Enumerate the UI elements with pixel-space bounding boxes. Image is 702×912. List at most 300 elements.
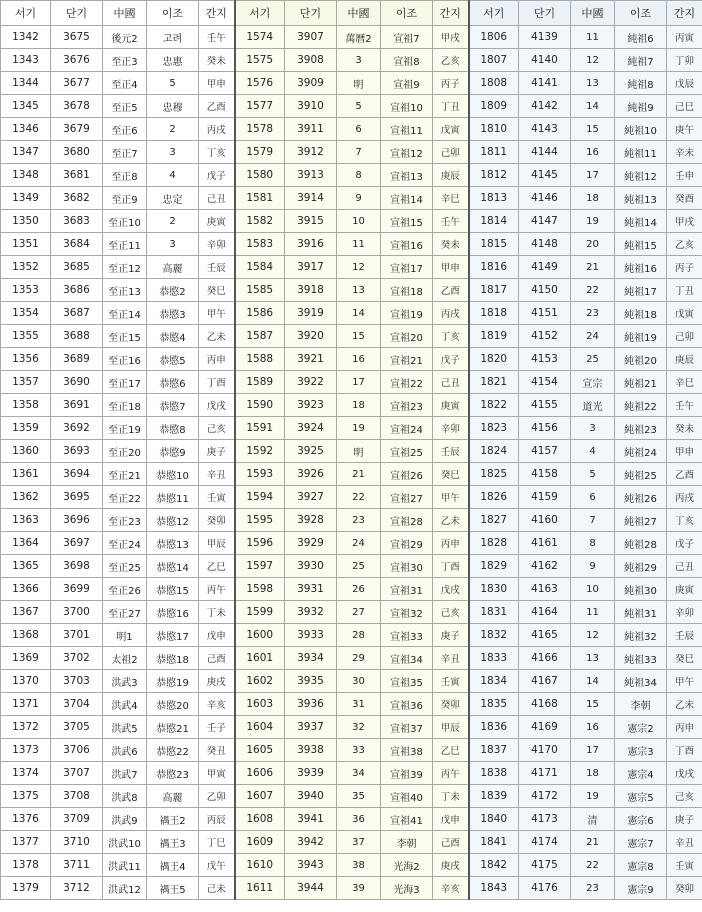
cell-western-year: 1588 <box>235 348 285 371</box>
cell-ganji: 己卯 <box>667 325 702 348</box>
cell-joseon-reign: 恭愍11 <box>147 486 199 509</box>
cell-china-era: 11 <box>337 233 381 256</box>
cell-joseon-reign: 宣祖10 <box>381 95 433 118</box>
cell-joseon-reign: 宣祖33 <box>381 624 433 647</box>
cell-china-era: 5 <box>337 95 381 118</box>
cell-joseon-reign: 純祖10 <box>615 118 667 141</box>
cell-ganji: 丙申 <box>667 716 702 739</box>
cell-dangi-year: 3912 <box>285 141 337 164</box>
cell-joseon-reign: 忠惠 <box>147 49 199 72</box>
cell-china-era: 13 <box>571 72 615 95</box>
cell-western-year: 1359 <box>1 417 51 440</box>
cell-western-year: 1607 <box>235 785 285 808</box>
cell-china-era: 6 <box>571 486 615 509</box>
cell-china-era: 24 <box>571 325 615 348</box>
table-row <box>1 854 702 877</box>
cell-western-year: 1344 <box>1 72 51 95</box>
cell-china-era: 道光 <box>571 394 615 417</box>
cell-dangi-year: 3677 <box>51 72 103 95</box>
cell-joseon-reign: 純祖13 <box>615 187 667 210</box>
cell-china-era: 14 <box>337 302 381 325</box>
cell-dangi-year: 3703 <box>51 670 103 693</box>
cell-ganji: 癸卯 <box>199 509 235 532</box>
cell-western-year: 1810 <box>469 118 519 141</box>
cell-joseon-reign: 宣祖38 <box>381 739 433 762</box>
cell-ganji: 己酉 <box>433 831 469 854</box>
cell-china-era: 至正24 <box>103 532 147 555</box>
cell-joseon-reign: 宣祖20 <box>381 325 433 348</box>
cell-ganji: 壬辰 <box>433 440 469 463</box>
cell-ganji: 丙申 <box>199 348 235 371</box>
cell-ganji: 癸卯 <box>667 877 702 900</box>
cell-dangi-year: 3929 <box>285 532 337 555</box>
cell-china-era: 10 <box>337 210 381 233</box>
cell-dangi-year: 3697 <box>51 532 103 555</box>
cell-joseon-reign: 恭愍13 <box>147 532 199 555</box>
cell-western-year: 1821 <box>469 371 519 394</box>
cell-dangi-year: 4173 <box>519 808 571 831</box>
cell-western-year: 1354 <box>1 302 51 325</box>
cell-western-year: 1370 <box>1 670 51 693</box>
cell-dangi-year: 4175 <box>519 854 571 877</box>
cell-dangi-year: 3680 <box>51 141 103 164</box>
cell-dangi-year: 3921 <box>285 348 337 371</box>
cell-china-era: 洪武7 <box>103 762 147 785</box>
cell-ganji: 辛卯 <box>667 601 702 624</box>
cell-ganji: 辛丑 <box>667 831 702 854</box>
cell-joseon-reign: 純祖25 <box>615 463 667 486</box>
cell-ganji: 丁酉 <box>199 371 235 394</box>
cell-china-era: 39 <box>337 877 381 900</box>
cell-dangi-year: 3925 <box>285 440 337 463</box>
table-row <box>1 72 702 95</box>
table-row <box>1 624 702 647</box>
cell-ganji: 戊戌 <box>667 762 702 785</box>
cell-western-year: 1812 <box>469 164 519 187</box>
cell-western-year: 1841 <box>469 831 519 854</box>
cell-dangi-year: 3707 <box>51 762 103 785</box>
cell-joseon-reign: 純祖18 <box>615 302 667 325</box>
cell-dangi-year: 3930 <box>285 555 337 578</box>
cell-western-year: 1371 <box>1 693 51 716</box>
cell-ganji: 甲申 <box>433 256 469 279</box>
cell-joseon-reign: 禑王4 <box>147 854 199 877</box>
cell-ganji: 丙辰 <box>199 808 235 831</box>
cell-western-year: 1365 <box>1 555 51 578</box>
cell-ganji: 壬寅 <box>667 854 702 877</box>
cell-ganji: 丙寅 <box>667 26 702 49</box>
cell-western-year: 1358 <box>1 394 51 417</box>
cell-china-era: 宣宗 <box>571 371 615 394</box>
cell-dangi-year: 3686 <box>51 279 103 302</box>
cell-western-year: 1825 <box>469 463 519 486</box>
cell-western-year: 1593 <box>235 463 285 486</box>
cell-ganji: 甲午 <box>667 670 702 693</box>
table-row <box>1 118 702 141</box>
cell-dangi-year: 4164 <box>519 601 571 624</box>
cell-joseon-reign: 宣祖40 <box>381 785 433 808</box>
cell-china-era: 12 <box>337 256 381 279</box>
cell-joseon-reign: 宣祖16 <box>381 233 433 256</box>
cell-ganji: 丁卯 <box>667 49 702 72</box>
cell-ganji: 癸丑 <box>199 739 235 762</box>
cell-ganji: 丙申 <box>433 532 469 555</box>
cell-china-era: 3 <box>571 417 615 440</box>
cell-dangi-year: 4169 <box>519 716 571 739</box>
cell-western-year: 1831 <box>469 601 519 624</box>
cell-ganji: 辛丑 <box>199 463 235 486</box>
cell-dangi-year: 3938 <box>285 739 337 762</box>
cell-dangi-year: 4172 <box>519 785 571 808</box>
cell-joseon-reign: 純祖12 <box>615 164 667 187</box>
cell-ganji: 庚戌 <box>199 670 235 693</box>
cell-western-year: 1582 <box>235 210 285 233</box>
cell-china-era: 至正10 <box>103 210 147 233</box>
cell-joseon-reign: 宣祖11 <box>381 118 433 141</box>
header-dangi-year: 단기 <box>519 1 571 26</box>
cell-ganji: 庚寅 <box>667 578 702 601</box>
cell-dangi-year: 4163 <box>519 578 571 601</box>
cell-western-year: 1829 <box>469 555 519 578</box>
cell-dangi-year: 3937 <box>285 716 337 739</box>
cell-china-era: 23 <box>571 302 615 325</box>
table-row <box>1 233 702 256</box>
cell-western-year: 1574 <box>235 26 285 49</box>
cell-dangi-year: 3702 <box>51 647 103 670</box>
cell-western-year: 1356 <box>1 348 51 371</box>
cell-joseon-reign: 禑王2 <box>147 808 199 831</box>
table-row <box>1 486 702 509</box>
cell-joseon-reign: 宣祖23 <box>381 394 433 417</box>
cell-dangi-year: 3710 <box>51 831 103 854</box>
cell-joseon-reign: 宣祖27 <box>381 486 433 509</box>
cell-western-year: 1843 <box>469 877 519 900</box>
cell-western-year: 1373 <box>1 739 51 762</box>
cell-joseon-reign: 宣祖21 <box>381 348 433 371</box>
cell-dangi-year: 3687 <box>51 302 103 325</box>
cell-china-era: 至正19 <box>103 417 147 440</box>
cell-western-year: 1839 <box>469 785 519 808</box>
cell-joseon-reign: 忠定 <box>147 187 199 210</box>
cell-dangi-year: 3907 <box>285 26 337 49</box>
cell-ganji: 乙卯 <box>199 785 235 808</box>
cell-western-year: 1352 <box>1 256 51 279</box>
cell-dangi-year: 3685 <box>51 256 103 279</box>
cell-western-year: 1576 <box>235 72 285 95</box>
cell-china-era: 洪武12 <box>103 877 147 900</box>
cell-western-year: 1807 <box>469 49 519 72</box>
cell-ganji: 乙未 <box>433 509 469 532</box>
cell-joseon-reign: 宣祖9 <box>381 72 433 95</box>
cell-dangi-year: 4142 <box>519 95 571 118</box>
cell-joseon-reign: 宣祖14 <box>381 187 433 210</box>
cell-dangi-year: 3693 <box>51 440 103 463</box>
cell-ganji: 壬辰 <box>199 256 235 279</box>
cell-china-era: 洪武9 <box>103 808 147 831</box>
cell-dangi-year: 4143 <box>519 118 571 141</box>
cell-joseon-reign: 宣祖26 <box>381 463 433 486</box>
table-row <box>1 785 702 808</box>
cell-joseon-reign: 純祖29 <box>615 555 667 578</box>
cell-western-year: 1349 <box>1 187 51 210</box>
cell-china-era: 至正18 <box>103 394 147 417</box>
cell-ganji: 壬子 <box>199 716 235 739</box>
cell-china-era: 30 <box>337 670 381 693</box>
cell-joseon-reign: 4 <box>147 164 199 187</box>
header-joseon-reign: 이조 <box>147 1 199 26</box>
table-row <box>1 394 702 417</box>
table-row <box>1 578 702 601</box>
cell-dangi-year: 4161 <box>519 532 571 555</box>
cell-joseon-reign: 宣祖30 <box>381 555 433 578</box>
cell-joseon-reign: 恭愍16 <box>147 601 199 624</box>
table-row <box>1 532 702 555</box>
cell-dangi-year: 3908 <box>285 49 337 72</box>
cell-western-year: 1817 <box>469 279 519 302</box>
cell-ganji: 辛未 <box>667 141 702 164</box>
table-row <box>1 256 702 279</box>
cell-dangi-year: 4139 <box>519 26 571 49</box>
cell-western-year: 1585 <box>235 279 285 302</box>
cell-dangi-year: 4160 <box>519 509 571 532</box>
cell-ganji: 戊戌 <box>433 578 469 601</box>
cell-ganji: 戊申 <box>199 624 235 647</box>
cell-dangi-year: 4157 <box>519 440 571 463</box>
cell-ganji: 丁未 <box>199 601 235 624</box>
cell-china-era: 至正5 <box>103 95 147 118</box>
cell-western-year: 1351 <box>1 233 51 256</box>
cell-ganji: 甲午 <box>433 486 469 509</box>
cell-ganji: 乙巳 <box>199 555 235 578</box>
table-row <box>1 762 702 785</box>
cell-joseon-reign: 宣祖19 <box>381 302 433 325</box>
cell-ganji: 辛巳 <box>667 371 702 394</box>
cell-joseon-reign: 恭愍17 <box>147 624 199 647</box>
header-ganji: 간지 <box>199 1 235 26</box>
cell-western-year: 1833 <box>469 647 519 670</box>
cell-dangi-year: 3941 <box>285 808 337 831</box>
cell-china-era: 26 <box>337 578 381 601</box>
cell-dangi-year: 3701 <box>51 624 103 647</box>
cell-western-year: 1598 <box>235 578 285 601</box>
cell-ganji: 庚子 <box>199 440 235 463</box>
cell-dangi-year: 4153 <box>519 348 571 371</box>
cell-china-era: 23 <box>337 509 381 532</box>
cell-joseon-reign: 純祖9 <box>615 95 667 118</box>
cell-china-era: 9 <box>337 187 381 210</box>
cell-dangi-year: 3681 <box>51 164 103 187</box>
cell-dangi-year: 3712 <box>51 877 103 900</box>
cell-ganji: 戊辰 <box>667 72 702 95</box>
cell-ganji: 乙亥 <box>433 49 469 72</box>
cell-ganji: 辛丑 <box>433 647 469 670</box>
cell-china-era: 16 <box>571 716 615 739</box>
cell-joseon-reign: 光海3 <box>381 877 433 900</box>
table-row <box>1 325 702 348</box>
cell-joseon-reign: 純祖20 <box>615 348 667 371</box>
header-ganji: 간지 <box>667 1 702 26</box>
cell-joseon-reign: 恭愍6 <box>147 371 199 394</box>
table-row <box>1 302 702 325</box>
cell-china-era: 22 <box>571 854 615 877</box>
cell-joseon-reign: 宣祖29 <box>381 532 433 555</box>
cell-joseon-reign: 憲宗6 <box>615 808 667 831</box>
cell-ganji: 己卯 <box>433 141 469 164</box>
cell-ganji: 甲戌 <box>667 210 702 233</box>
cell-ganji: 戊子 <box>667 532 702 555</box>
cell-ganji: 丁酉 <box>433 555 469 578</box>
cell-china-era: 3 <box>337 49 381 72</box>
cell-joseon-reign: 恭愍7 <box>147 394 199 417</box>
cell-joseon-reign: 純祖26 <box>615 486 667 509</box>
cell-ganji: 辛卯 <box>433 417 469 440</box>
cell-ganji: 庚戌 <box>433 854 469 877</box>
cell-china-era: 洪武10 <box>103 831 147 854</box>
cell-dangi-year: 3917 <box>285 256 337 279</box>
cell-joseon-reign: 宣祖36 <box>381 693 433 716</box>
cell-china-era: 萬曆2 <box>337 26 381 49</box>
cell-dangi-year: 4151 <box>519 302 571 325</box>
cell-dangi-year: 4140 <box>519 49 571 72</box>
cell-ganji: 戊戌 <box>199 394 235 417</box>
table-row <box>1 49 702 72</box>
cell-joseon-reign: 恭愍12 <box>147 509 199 532</box>
cell-dangi-year: 3679 <box>51 118 103 141</box>
cell-western-year: 1369 <box>1 647 51 670</box>
cell-dangi-year: 3691 <box>51 394 103 417</box>
cell-dangi-year: 4170 <box>519 739 571 762</box>
cell-joseon-reign: 憲宗4 <box>615 762 667 785</box>
cell-joseon-reign: 恭愍14 <box>147 555 199 578</box>
cell-joseon-reign: 恭愍23 <box>147 762 199 785</box>
header-china-era: 中國 <box>103 1 147 26</box>
cell-dangi-year: 4152 <box>519 325 571 348</box>
cell-china-era: 22 <box>571 279 615 302</box>
cell-joseon-reign: 宣祖7 <box>381 26 433 49</box>
cell-china-era: 24 <box>337 532 381 555</box>
cell-china-era: 14 <box>571 95 615 118</box>
cell-china-era: 洪武6 <box>103 739 147 762</box>
cell-china-era: 至正21 <box>103 463 147 486</box>
cell-dangi-year: 4159 <box>519 486 571 509</box>
cell-china-era: 25 <box>337 555 381 578</box>
cell-joseon-reign: 純祖15 <box>615 233 667 256</box>
cell-ganji: 庚辰 <box>667 348 702 371</box>
cell-dangi-year: 3932 <box>285 601 337 624</box>
cell-china-era: 太祖2 <box>103 647 147 670</box>
cell-joseon-reign: 恭愍8 <box>147 417 199 440</box>
cell-china-era: 21 <box>337 463 381 486</box>
cell-ganji: 戊申 <box>433 808 469 831</box>
cell-dangi-year: 3699 <box>51 578 103 601</box>
cell-dangi-year: 3924 <box>285 417 337 440</box>
cell-joseon-reign: 光海2 <box>381 854 433 877</box>
cell-china-era: 後元2 <box>103 26 147 49</box>
cell-western-year: 1362 <box>1 486 51 509</box>
cell-dangi-year: 3936 <box>285 693 337 716</box>
cell-western-year: 1366 <box>1 578 51 601</box>
cell-china-era: 至正27 <box>103 601 147 624</box>
cell-china-era: 8 <box>337 164 381 187</box>
cell-western-year: 1377 <box>1 831 51 854</box>
cell-western-year: 1822 <box>469 394 519 417</box>
cell-joseon-reign: 純祖30 <box>615 578 667 601</box>
cell-dangi-year: 3931 <box>285 578 337 601</box>
cell-joseon-reign: 宣祖8 <box>381 49 433 72</box>
cell-western-year: 1600 <box>235 624 285 647</box>
cell-dangi-year: 4156 <box>519 417 571 440</box>
cell-china-era: 15 <box>571 118 615 141</box>
cell-china-era: 17 <box>337 371 381 394</box>
cell-ganji: 甲辰 <box>433 716 469 739</box>
table-header <box>1 1 702 26</box>
cell-china-era: 至正23 <box>103 509 147 532</box>
cell-china-era: 至正3 <box>103 49 147 72</box>
cell-dangi-year: 3935 <box>285 670 337 693</box>
cell-western-year: 1579 <box>235 141 285 164</box>
cell-china-era: 洪武11 <box>103 854 147 877</box>
cell-western-year: 1355 <box>1 325 51 348</box>
cell-ganji: 庚子 <box>433 624 469 647</box>
cell-ganji: 丙子 <box>433 72 469 95</box>
cell-china-era: 28 <box>337 624 381 647</box>
table-row <box>1 141 702 164</box>
table-row <box>1 348 702 371</box>
cell-dangi-year: 3914 <box>285 187 337 210</box>
cell-ganji: 丁亥 <box>199 141 235 164</box>
cell-china-era: 洪武4 <box>103 693 147 716</box>
cell-western-year: 1806 <box>469 26 519 49</box>
cell-western-year: 1816 <box>469 256 519 279</box>
cell-western-year: 1814 <box>469 210 519 233</box>
cell-china-era: 18 <box>571 762 615 785</box>
cell-china-era: 18 <box>337 394 381 417</box>
cell-china-era: 8 <box>571 532 615 555</box>
cell-joseon-reign: 純祖31 <box>615 601 667 624</box>
cell-joseon-reign: 純祖28 <box>615 532 667 555</box>
cell-western-year: 1823 <box>469 417 519 440</box>
cell-china-era: 19 <box>571 210 615 233</box>
cell-joseon-reign: 恭愍18 <box>147 647 199 670</box>
cell-dangi-year: 3940 <box>285 785 337 808</box>
cell-china-era: 5 <box>571 463 615 486</box>
cell-dangi-year: 3692 <box>51 417 103 440</box>
cell-joseon-reign: 宣祖37 <box>381 716 433 739</box>
cell-dangi-year: 4176 <box>519 877 571 900</box>
table-row <box>1 95 702 118</box>
cell-joseon-reign: 純祖17 <box>615 279 667 302</box>
cell-western-year: 1375 <box>1 785 51 808</box>
cell-joseon-reign: 恭愍15 <box>147 578 199 601</box>
cell-china-era: 21 <box>571 256 615 279</box>
cell-china-era: 21 <box>571 831 615 854</box>
cell-joseon-reign: 宣祖41 <box>381 808 433 831</box>
cell-ganji: 戊寅 <box>667 302 702 325</box>
cell-ganji: 癸卯 <box>433 693 469 716</box>
table-row <box>1 877 702 900</box>
cell-china-era: 15 <box>571 693 615 716</box>
cell-joseon-reign: 忠穆 <box>147 95 199 118</box>
cell-western-year: 1342 <box>1 26 51 49</box>
cell-joseon-reign: 宣祖25 <box>381 440 433 463</box>
cell-western-year: 1828 <box>469 532 519 555</box>
cell-china-era: 13 <box>571 647 615 670</box>
cell-ganji: 丁亥 <box>667 509 702 532</box>
cell-western-year: 1596 <box>235 532 285 555</box>
cell-ganji: 丁丑 <box>433 95 469 118</box>
table-row <box>1 716 702 739</box>
cell-western-year: 1364 <box>1 532 51 555</box>
